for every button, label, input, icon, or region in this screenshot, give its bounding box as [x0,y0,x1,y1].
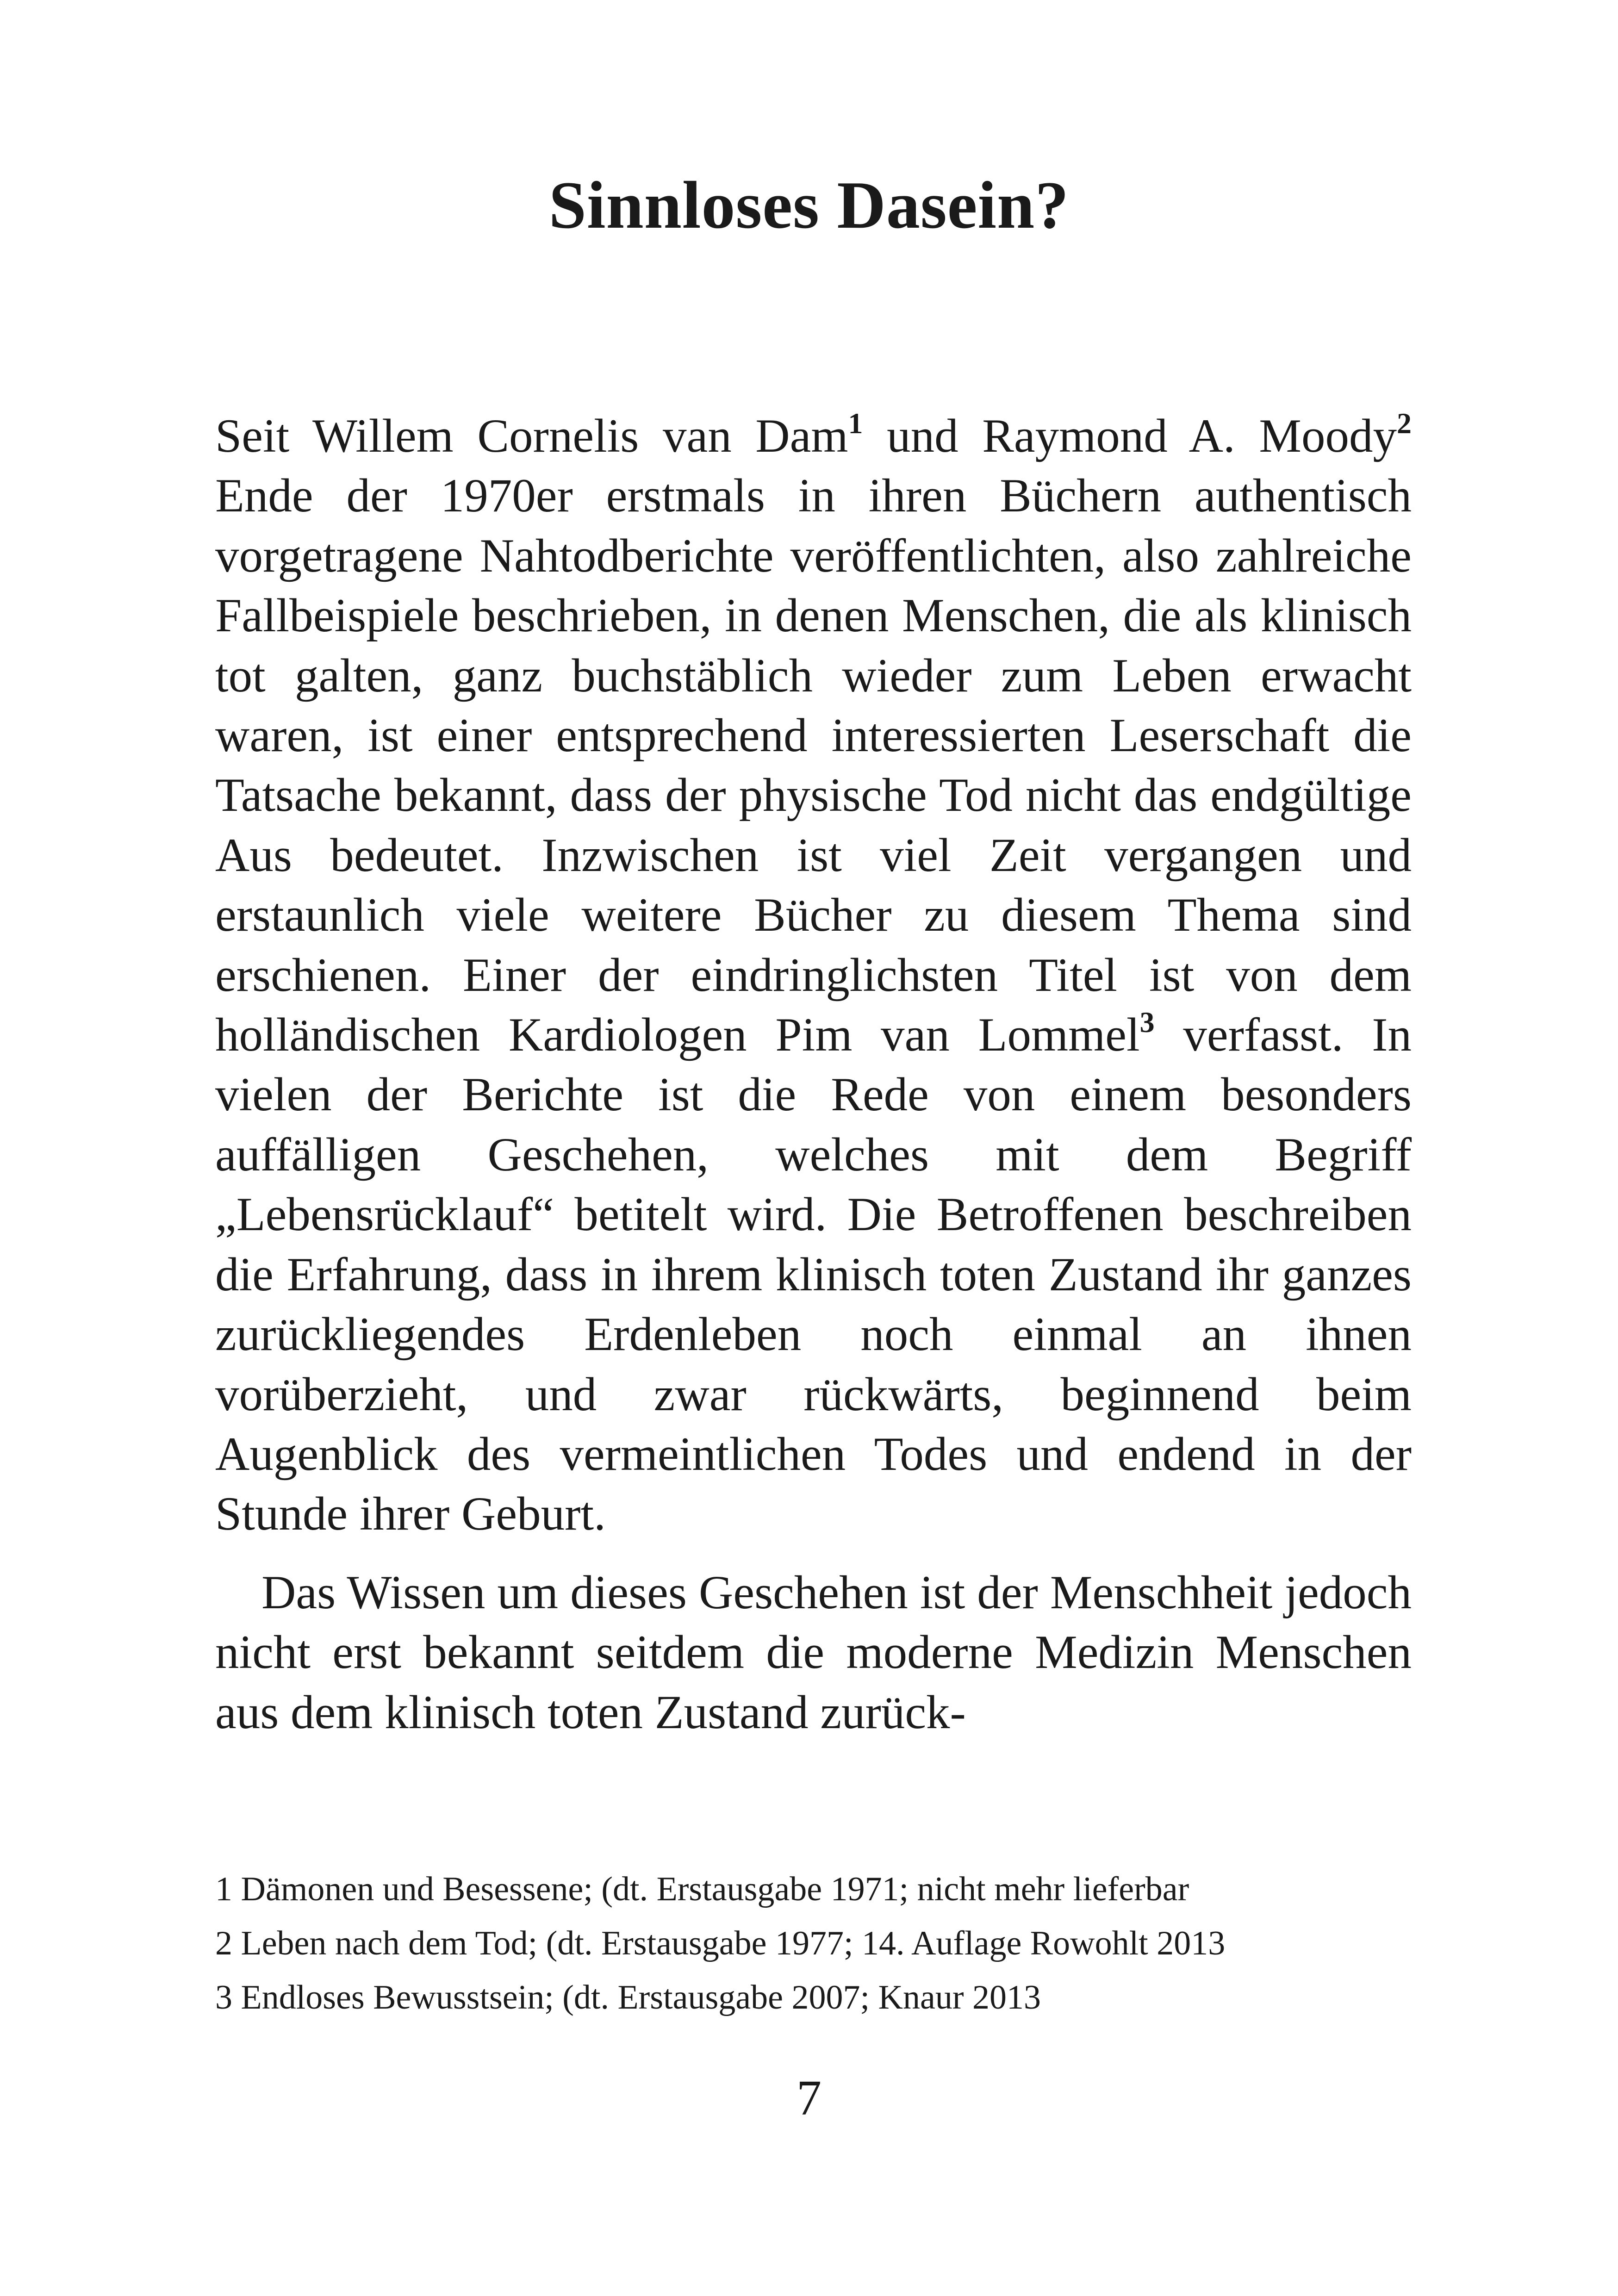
footnote-1: 1 Dämonen und Besessene; (dt. Erstausgabe 1971; nicht mehr lieferbar [215,1870,1189,1908]
footnote-ref-2: 2 [1396,407,1412,440]
paragraph-1-text-b: und Raymond A. Moody [863,410,1397,462]
footnote-ref-3: 3 [1139,1006,1155,1039]
paragraph-1-text-c: Ende der 1970er erstmals in ihren Büchern authentisch vorgetragene Nahtodberichte veröffentlichten, also zahlreiche Fallbeispiele beschrieben, in denen Menschen, die als klinisch tot galten, ganz buchstäblich wieder zum Leben erwacht waren, ist einer entsprechend interessierten Leserschaft die Tatsache bekannt, dass der physische Tod nicht das endgültige Aus bedeutet. Inzwischen ist viel Zeit vergangen und erstaunlich viele weitere Bücher zu diesem Thema sind erschienen. Einer der eindringlichsten Titel ist von dem holländischen Kardiologen Pim van Lommel [215,469,1412,1062]
footnotes [215,1862,1419,2025]
paragraph-1 [215,406,1412,1544]
paragraph-2: Das Wissen um dieses Geschehen ist der Menschheit jedoch nicht erst bekannt seitdem die moderne Medizin Menschen aus dem klinisch toten Zustand zurück- [215,1566,1412,1739]
footnote-3: 3 Endloses Bewusstsein; (dt. Erstausgabe 2007; Knaur 2013 [215,1979,1041,2016]
footnote-ref-1: 1 [848,407,863,440]
footnote-2: 2 Leben nach dem Tod; (dt. Erstausgabe 1977; 14. Auflage Rowohlt 2013 [215,1924,1226,1962]
chapter-title: Sinnloses Dasein? [548,168,1070,243]
paragraph-1-text-a: Seit Willem Cornelis van Dam [215,410,848,462]
body-text [215,406,1412,1742]
page-number: 7 [797,2071,821,2126]
paragraph-1-text-d: verfasst. In vielen der Berichte ist die Rede von einem besonders auffälligen Geschehen, welches mit dem Begriff „Lebensrücklauf“ betitelt wird. Die Betroffenen beschreiben die Erfahrung, dass in ihrem klinisch toten Zustand ihr ganzes zurückliegendes Erdenleben noch einmal an ihnen vorüberzieht, und zwar rückwärts, beginnend beim Augenblick des vermeintlichen Todes und endend in der Stunde ihrer Geburt. [215,1008,1412,1541]
